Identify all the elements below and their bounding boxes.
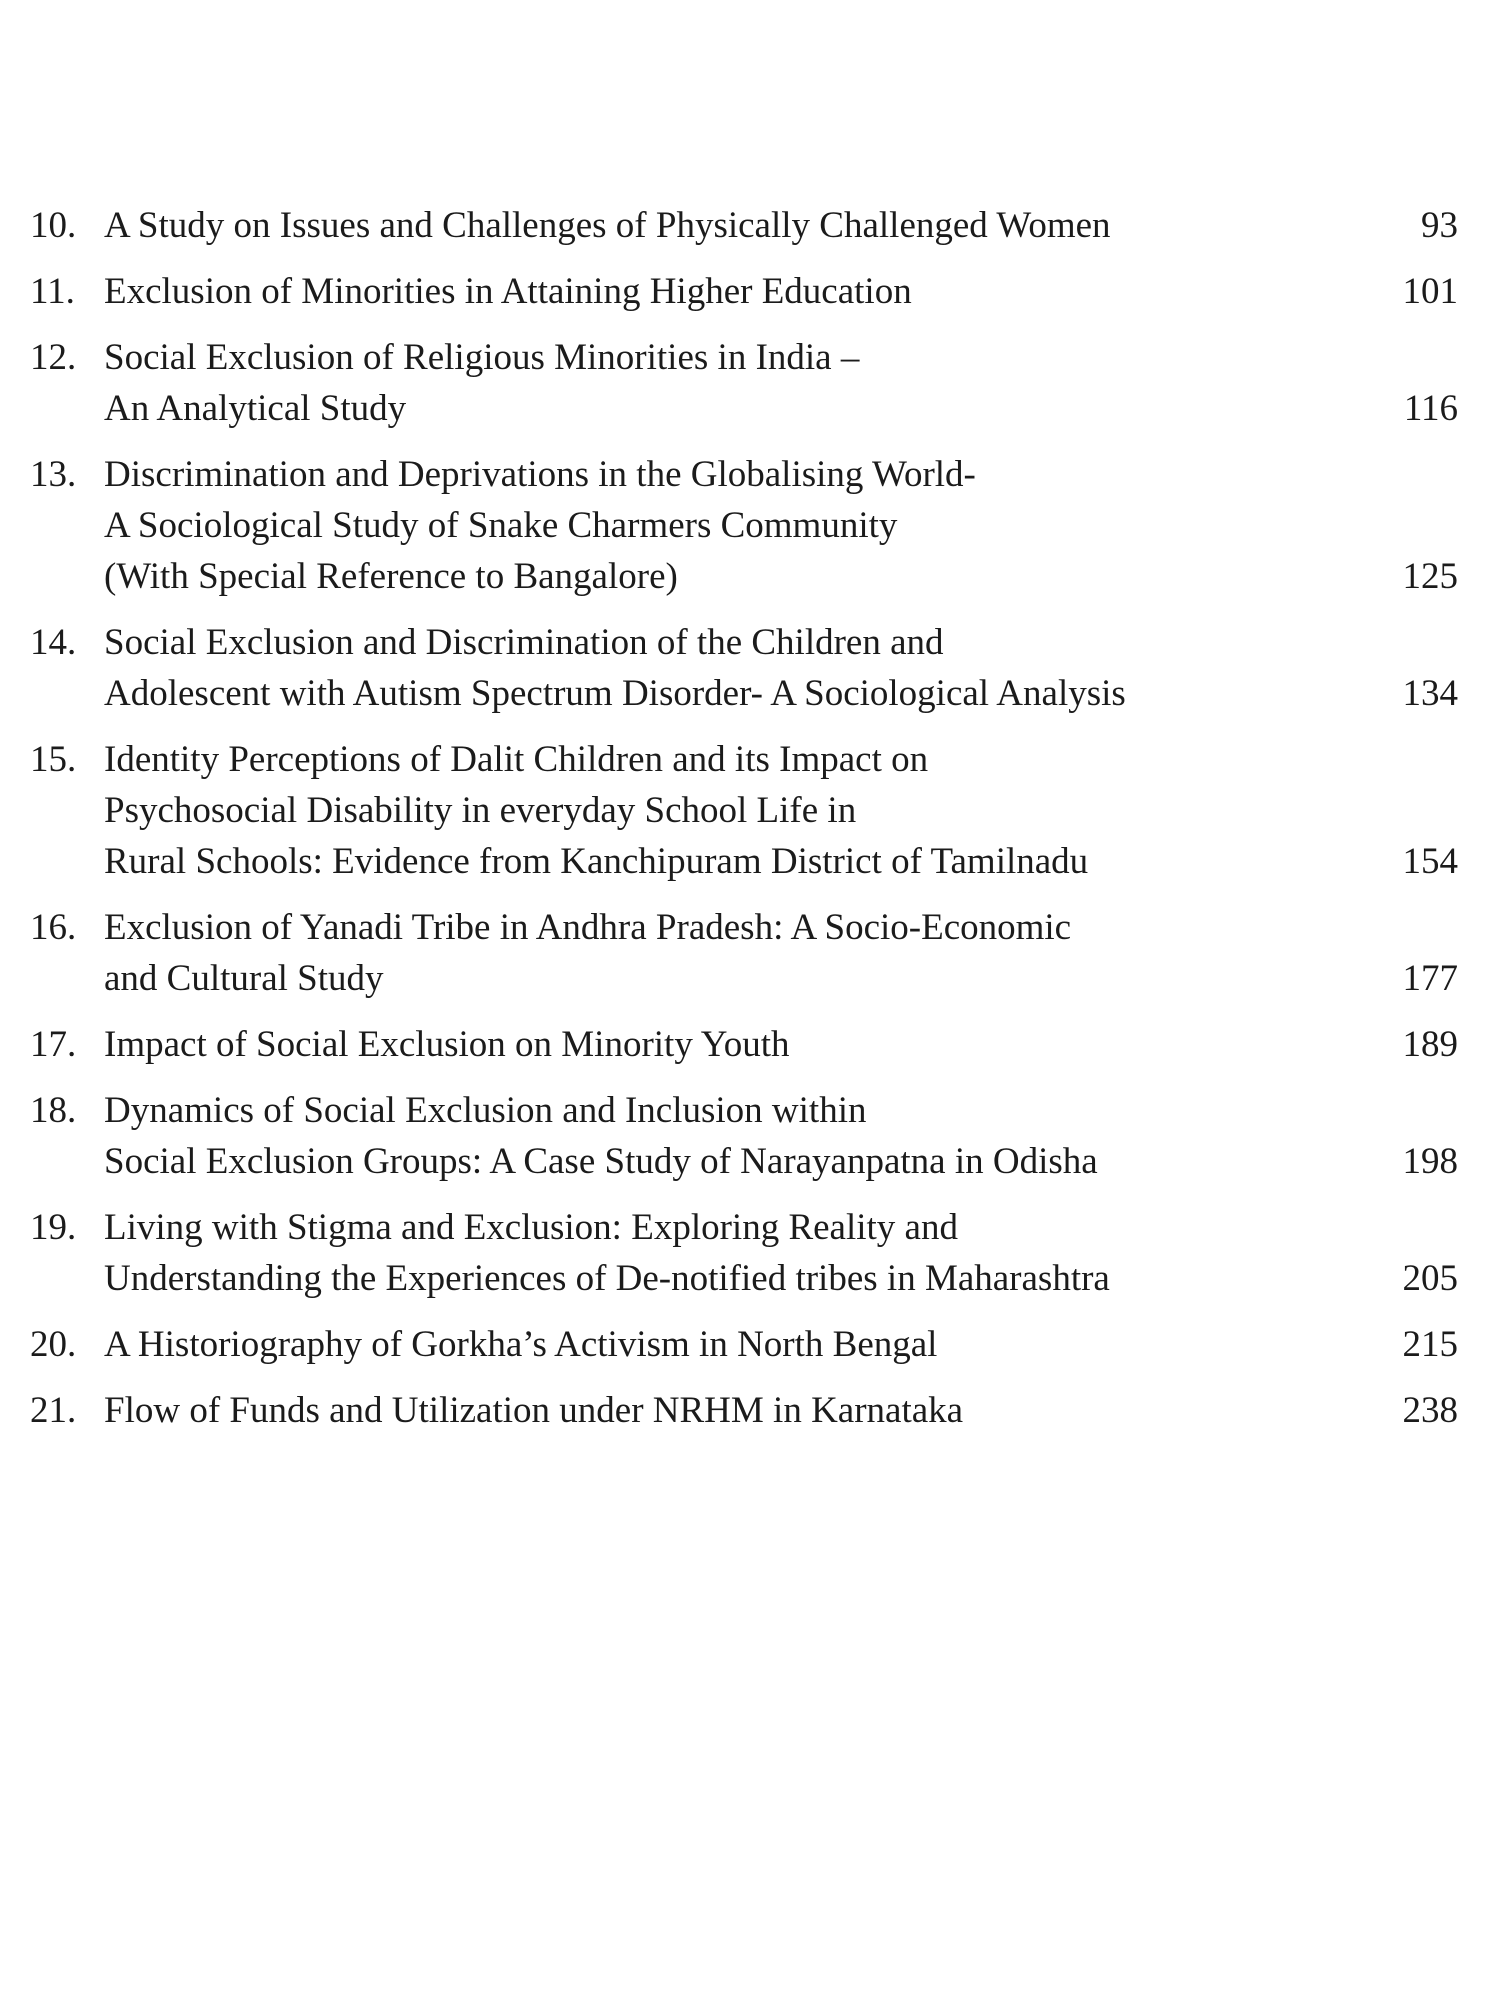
toc-entry (30, 1385, 1458, 1436)
entry-title (104, 1385, 1338, 1436)
entry-number: 21. (30, 1390, 77, 1431)
entry-number: 17. (30, 1024, 77, 1065)
entry-title (104, 1085, 1338, 1187)
page-number: 154 (1402, 841, 1458, 882)
toc-entry (30, 1085, 1458, 1187)
title-line: A Historiography of Gorkha’s Activism in North Bengal (104, 1324, 938, 1365)
title-line: Psychosocial Disability in everyday School Life in (104, 790, 857, 831)
title-line: Flow of Funds and Utilization under NRHM in Karnataka (104, 1390, 964, 1431)
toc-entry (30, 617, 1458, 719)
page-number: 125 (1402, 556, 1458, 597)
page-number: 116 (1403, 388, 1458, 429)
page-number: 198 (1402, 1141, 1458, 1182)
entry-number: 15. (30, 739, 77, 780)
entry-number: 11. (30, 271, 75, 312)
toc-entry (30, 332, 1458, 434)
entry-title (104, 200, 1338, 251)
entry-number: 12. (30, 337, 77, 378)
page-number: 93 (1421, 205, 1458, 246)
toc-entry (30, 200, 1458, 251)
title-line: (With Special Reference to Bangalore) (104, 556, 678, 597)
entry-title (104, 1319, 1338, 1370)
title-line: Dynamics of Social Exclusion and Inclusion within (104, 1090, 867, 1131)
title-line: Adolescent with Autism Spectrum Disorder- A Sociological Analysis (104, 673, 1126, 714)
entry-title (104, 266, 1338, 317)
entry-title (104, 902, 1338, 1004)
title-line: Social Exclusion Groups: A Case Study of Narayanpatna in Odisha (104, 1141, 1098, 1182)
table-of-contents (30, 200, 1458, 1451)
page-number: 205 (1402, 1258, 1458, 1299)
toc-entry (30, 902, 1458, 1004)
toc-entry (30, 1319, 1458, 1370)
page-number: 134 (1402, 673, 1458, 714)
title-line: Impact of Social Exclusion on Minority Youth (104, 1024, 790, 1065)
entry-title (104, 332, 1338, 434)
entry-number: 16. (30, 907, 77, 948)
page-number: 238 (1402, 1390, 1458, 1431)
entry-title (104, 449, 1338, 602)
toc-entry (30, 266, 1458, 317)
entry-number: 10. (30, 205, 77, 246)
entry-title (104, 617, 1338, 719)
title-line: A Sociological Study of Snake Charmers Community (104, 505, 898, 546)
entry-number: 19. (30, 1207, 77, 1248)
entry-title (104, 734, 1338, 887)
title-line: Social Exclusion and Discrimination of the Children and (104, 622, 944, 663)
title-line: Rural Schools: Evidence from Kanchipuram District of Tamilnadu (104, 841, 1089, 882)
title-line: Living with Stigma and Exclusion: Exploring Reality and (104, 1207, 958, 1248)
page-number: 177 (1402, 958, 1458, 999)
entry-number: 18. (30, 1090, 77, 1131)
title-line: Social Exclusion of Religious Minorities in India – (104, 337, 860, 378)
toc-entry (30, 1019, 1458, 1070)
page-number: 101 (1402, 271, 1458, 312)
title-line: Exclusion of Minorities in Attaining Higher Education (104, 271, 912, 312)
page-number: 215 (1402, 1324, 1458, 1365)
title-line: and Cultural Study (104, 958, 384, 999)
toc-entry (30, 1202, 1458, 1304)
title-line: Discrimination and Deprivations in the Globalising World- (104, 454, 976, 495)
entry-title (104, 1202, 1338, 1304)
title-line: Exclusion of Yanadi Tribe in Andhra Pradesh: A Socio-Economic (104, 907, 1072, 948)
title-line: An Analytical Study (104, 388, 407, 429)
title-line: Understanding the Experiences of De-notified tribes in Maharashtra (104, 1258, 1110, 1299)
entry-number: 20. (30, 1324, 77, 1365)
entry-number: 14. (30, 622, 77, 663)
entry-number: 13. (30, 454, 77, 495)
title-line: Identity Perceptions of Dalit Children and its Impact on (104, 739, 929, 780)
toc-entry (30, 734, 1458, 887)
toc-entry (30, 449, 1458, 602)
page-number: 189 (1402, 1024, 1458, 1065)
entry-title (104, 1019, 1338, 1070)
title-line: A Study on Issues and Challenges of Physically Challenged Women (104, 205, 1111, 246)
